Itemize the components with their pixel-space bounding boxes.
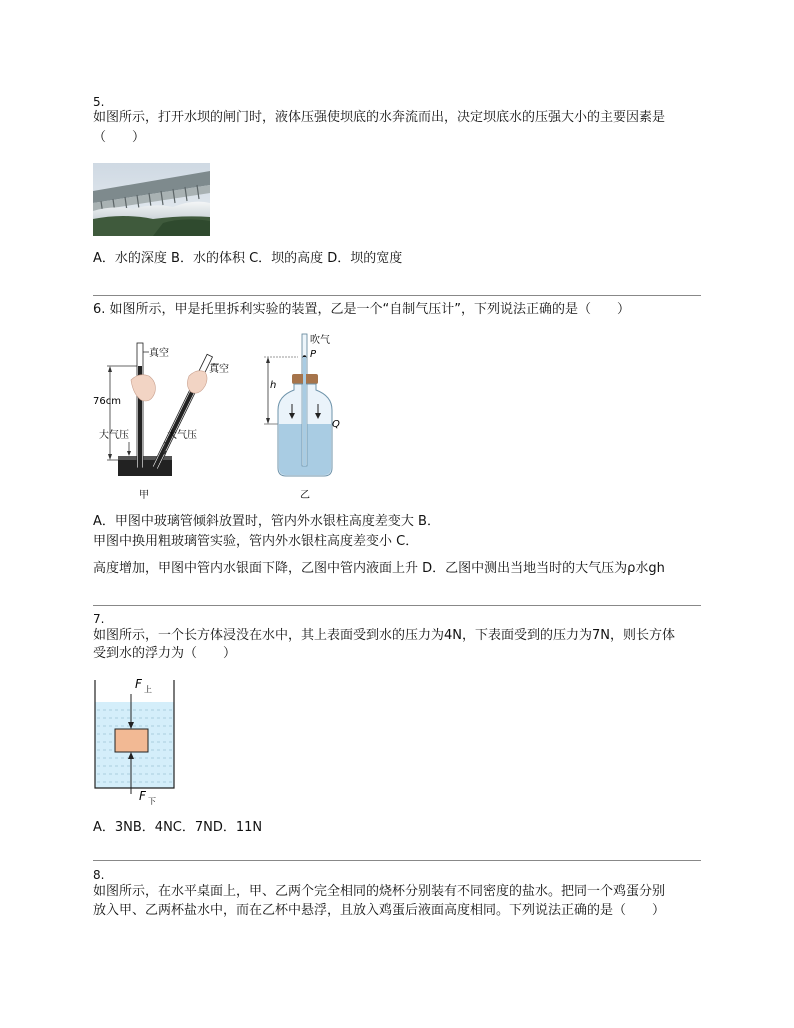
torricelli-apparatus-figure: [93, 338, 253, 503]
divider: [93, 295, 701, 296]
vacuum-label-right: 真空: [209, 364, 229, 375]
force-bottom-label: F: [139, 789, 146, 803]
homemade-barometer-figure: [258, 330, 358, 503]
force-top-subscript: 上: [144, 685, 152, 694]
q7-stem-line-1: 如图所示，一个长方体浸没在水中，其上表面受到水的压力为4N，下表面受到的压力为7N，则长方体: [93, 628, 675, 643]
q6-options-line-3: 高度增加，甲图中管内水银面下降，乙图中管内液面上升 D．乙图中测出当地当时的大气压为ρ水gh: [93, 561, 665, 576]
q5-number: 5.: [93, 95, 105, 109]
atm-pressure-left: 大气压: [99, 430, 129, 441]
q8-stem-line-1: 如图所示，在水平桌面上，甲、乙两个完全相同的烧杯分别装有不同密度的盐水。把同一个鸡蛋分别: [93, 884, 666, 899]
q7-number: 7.: [93, 612, 105, 626]
height-h-label: h: [270, 380, 277, 391]
force-top-label: F: [135, 677, 142, 691]
blow-label: 吹气: [310, 335, 330, 346]
vacuum-label-left: 真空: [149, 348, 169, 359]
q5-stem-line-1: 如图所示，打开水坝的闸门时，液体压强使坝底的水奔流而出，决定坝底水的压强大小的主要因素是: [93, 110, 666, 125]
q7-options: A．3NB．4NC．7ND．11N: [93, 820, 263, 835]
q6-options-line-2: 甲图中换用粗玻璃管实验，管内外水银柱高度差变小 C．: [93, 534, 419, 549]
divider: [93, 860, 701, 861]
submerged-block-figure: [93, 674, 185, 806]
force-bottom-subscript: 下: [148, 797, 156, 806]
atm-pressure-right: 大气压: [167, 430, 197, 441]
q8-number: 8.: [93, 868, 105, 882]
dam-photo: [93, 163, 210, 236]
point-p-label: P: [310, 349, 317, 360]
q6-stem: 6. 如图所示，甲是托里拆利实验的装置，乙是一个“自制气压计”，下列说法正确的是（ ）: [93, 302, 631, 317]
figure-caption-yi: 乙: [300, 490, 310, 501]
q6-options-line-1: A．甲图中玻璃管倾斜放置时，管内外水银柱高度差变大 B．: [93, 514, 440, 529]
q5-options: A．水的深度 B．水的体积 C．坝的高度 D．坝的宽度: [93, 251, 403, 266]
q7-stem-line-2: 受到水的浮力为（ ）: [93, 646, 237, 661]
point-q-label: Q: [332, 419, 340, 430]
q5-stem-line-2: （ ）: [93, 130, 146, 145]
figure-caption-jia: 甲: [139, 490, 149, 501]
torricelli-height-label: 76cm: [93, 396, 121, 407]
divider: [93, 605, 701, 606]
q8-stem-line-2: 放入甲、乙两杯盐水中，而在乙杯中悬浮，且放入鸡蛋后液面高度相同。下列说法正确的是（ ）: [93, 903, 666, 918]
